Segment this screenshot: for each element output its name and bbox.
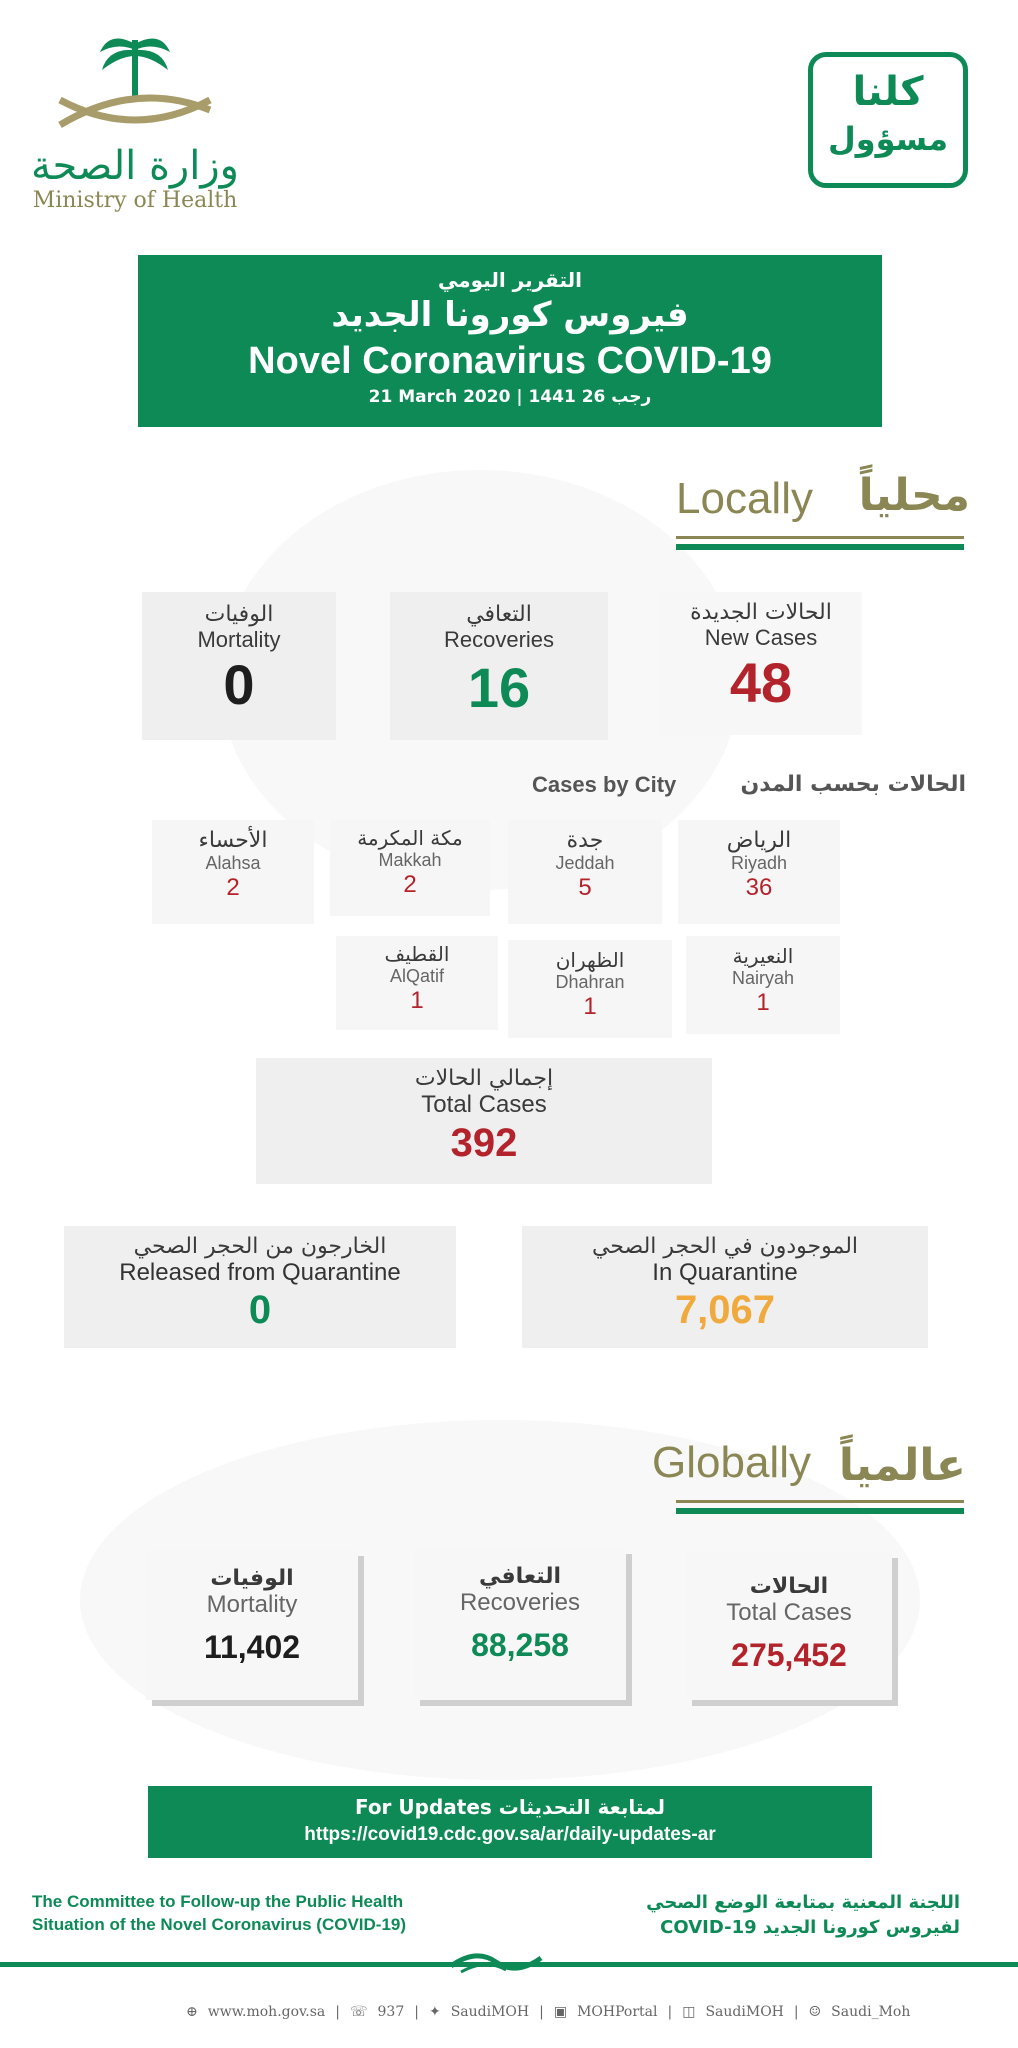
globally-underline-olive xyxy=(676,1500,964,1503)
city-name-en: Jeddah xyxy=(555,853,615,873)
mortality-value: 0 xyxy=(223,653,255,716)
city-card-alahsa xyxy=(152,820,314,924)
snapchat-handle[interactable]: Saudi_Moh xyxy=(831,2004,911,2020)
global-mortality-value: 11,402 xyxy=(203,1629,301,1665)
global-total-value: 275,452 xyxy=(731,1637,847,1673)
updates-url-link[interactable]: https://covid19.cdc.gov.sa/ar/daily-updates-ar xyxy=(304,1824,716,1845)
city-value: 36 xyxy=(745,874,773,901)
new-cases-label-ar: الحالات الجديدة xyxy=(690,600,832,625)
in-quarantine-label-ar: الموجودون في الحجر الصحي xyxy=(591,1234,859,1259)
recoveries-value: 16 xyxy=(467,656,531,719)
city-card-makkah xyxy=(330,820,490,916)
twitter-icon: ✦ xyxy=(428,2004,441,2020)
city-value: 5 xyxy=(578,874,592,901)
global-mortality-card xyxy=(146,1550,358,1700)
locally-heading-ar: محلياً xyxy=(858,470,970,521)
city-value: 1 xyxy=(583,993,597,1020)
locally-underline-olive xyxy=(676,536,964,539)
phone-icon: ☏ xyxy=(349,2004,368,2020)
twitter-handle[interactable]: SaudiMOH xyxy=(450,2004,530,2020)
cities-heading-ar: الحالات بحسب المدن xyxy=(740,772,966,797)
released-label-ar: الخارجون من الحجر الصحي xyxy=(133,1234,387,1259)
social-footer: ⊕ www.moh.gov.sa | ☏ 937 | ✦ SaudiMOH | ▣ MOHPortal | ◫ SaudiMOH | ☺ Saudi_Moh xyxy=(186,2004,911,2020)
wave-icon xyxy=(446,1948,546,1978)
global-recoveries-card xyxy=(414,1548,626,1700)
cities-heading-en: Cases by City xyxy=(532,772,677,797)
recoveries-card xyxy=(390,592,608,740)
global-recoveries-label-ar: التعافي xyxy=(478,1564,562,1589)
city-name-en: Riyadh xyxy=(730,853,788,873)
total-cases-value: 392 xyxy=(450,1121,518,1165)
city-name-ar: النعيرية xyxy=(732,944,794,968)
city-value: 1 xyxy=(756,989,770,1016)
city-value: 2 xyxy=(403,871,417,898)
committee-ar-line1: اللجنة المعنية بمتابعة الوضع الصحي xyxy=(646,1892,960,1913)
instagram-handle[interactable]: SaudiMOH xyxy=(705,2004,784,2020)
ministry-logo xyxy=(30,30,240,213)
globally-underline-green xyxy=(676,1508,964,1514)
city-card-riyadh xyxy=(678,820,840,924)
city-value: 2 xyxy=(226,874,240,901)
mortality-label-en: Mortality xyxy=(197,627,281,652)
city-name-ar: مكة المكرمة xyxy=(357,826,463,850)
palm-swords-icon xyxy=(30,30,240,140)
released-value: 0 xyxy=(248,1288,272,1332)
locally-heading-en: Locally xyxy=(676,474,813,523)
city-name-ar: جدة xyxy=(566,828,604,853)
global-recoveries-label-en: Recoveries xyxy=(459,1589,581,1616)
city-name-en: Nairyah xyxy=(731,968,795,988)
youtube-handle[interactable]: MOHPortal xyxy=(577,2004,658,2020)
campaign-line1: كلنا xyxy=(852,69,924,115)
committee-en-line1: The Committee to Follow-up the Public Health xyxy=(32,1892,404,1911)
in-quarantine-label-en: In Quarantine xyxy=(652,1259,798,1286)
city-card-jeddah xyxy=(508,820,662,924)
locally-underline-green xyxy=(676,544,964,550)
globally-heading-en: Globally xyxy=(652,1438,811,1487)
new-cases-label-en: New Cases xyxy=(704,625,818,650)
recoveries-label-ar: التعافي xyxy=(466,602,532,627)
instagram-icon: ◫ xyxy=(682,2004,696,2020)
report-title-en: Novel Coronavirus COVID-19 xyxy=(248,340,772,382)
city-name-en: Alahsa xyxy=(205,853,261,873)
committee-en xyxy=(32,1890,472,1936)
mortality-card xyxy=(142,592,336,740)
total-cases-card xyxy=(256,1058,712,1184)
total-cases-label-en: Total Cases xyxy=(421,1091,547,1118)
recoveries-label-en: Recoveries xyxy=(443,627,555,652)
committee-ar-line2: لفيروس كورونا الجديد COVID-19 xyxy=(660,1917,960,1938)
report-title-ar: فيروس كورونا الجديد xyxy=(331,295,689,335)
globally-heading-ar: عالمياً xyxy=(838,1440,966,1491)
city-name-ar: القطيف xyxy=(384,942,450,966)
city-card-dhahran xyxy=(508,940,672,1038)
city-name-en: Makkah xyxy=(378,850,442,870)
new-cases-value: 48 xyxy=(729,651,793,714)
city-card-nairyah xyxy=(686,936,840,1034)
global-recoveries-value: 88,258 xyxy=(471,1627,569,1663)
campaign-line2: مسؤول xyxy=(827,120,949,158)
global-mortality-label-en: Mortality xyxy=(206,1591,298,1618)
global-mortality-label-ar: الوفيات xyxy=(210,1566,294,1591)
report-banner xyxy=(138,255,882,427)
city-name-ar: الظهران xyxy=(555,948,625,972)
mortality-label-ar: الوفيات xyxy=(204,602,274,627)
youtube-icon: ▣ xyxy=(553,2004,568,2020)
city-name-ar: الرياض xyxy=(726,828,792,853)
updates-banner xyxy=(148,1786,872,1858)
global-total-label-en: Total Cases xyxy=(726,1599,852,1626)
city-value: 1 xyxy=(410,987,424,1014)
in-quarantine-card xyxy=(522,1226,928,1348)
committee-en-line2: Situation of the Novel Coronavirus (COVID-19) xyxy=(32,1915,407,1934)
snapchat-icon: ☺ xyxy=(808,2004,822,2020)
released-quarantine-card xyxy=(64,1226,456,1348)
report-date: 21 March 2020 | 1441 26 رجب xyxy=(368,387,652,407)
total-cases-label-ar: إجمالي الحالات xyxy=(414,1066,554,1091)
campaign-logo xyxy=(808,52,968,188)
city-name-ar: الأحساء xyxy=(198,828,268,853)
in-quarantine-value: 7,067 xyxy=(674,1288,776,1332)
global-total-card xyxy=(686,1552,892,1700)
global-total-label-ar: الحالات xyxy=(749,1574,829,1599)
updates-label: For Updates لمتابعة التحديثات xyxy=(354,1795,666,1819)
web-icon: ⊕ xyxy=(186,2004,198,2020)
committee-ar xyxy=(560,1890,960,1940)
city-name-en: Dhahran xyxy=(555,972,625,992)
website-link[interactable]: www.moh.gov.sa xyxy=(207,2004,326,2020)
report-subtitle: التقرير اليومي xyxy=(438,268,582,292)
ministry-name-ar: وزارة الصحة xyxy=(31,143,239,189)
ministry-name-en: Ministry of Health xyxy=(32,188,238,213)
city-card-alqatif xyxy=(336,936,498,1030)
city-name-en: AlQatif xyxy=(389,966,445,986)
new-cases-card xyxy=(660,592,862,735)
phone-number[interactable]: 937 xyxy=(377,2004,405,2020)
released-label-en: Released from Quarantine xyxy=(119,1259,401,1286)
